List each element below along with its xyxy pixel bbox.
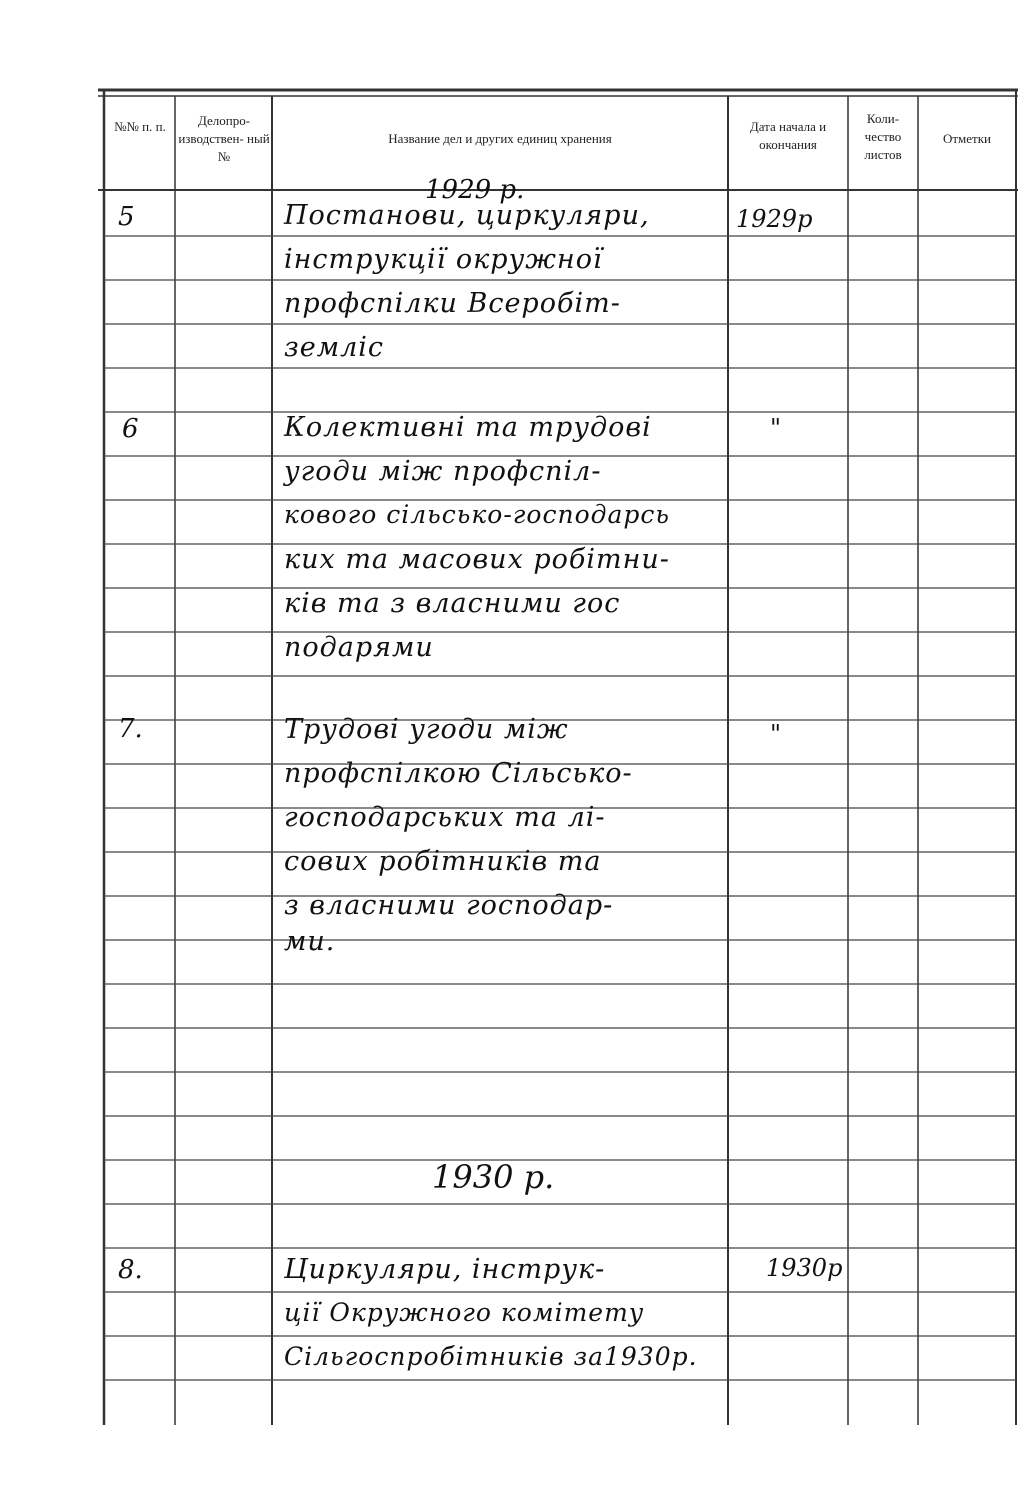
entry-title-line: Сільгоспробітників за1930р.	[284, 1342, 698, 1371]
entry-title-line: інструкції окружної	[284, 244, 603, 275]
entry-title-line: Постанови, циркуляри,	[284, 200, 650, 231]
entry-date: 1930р	[766, 1254, 843, 1282]
entry-number: 7.	[118, 714, 143, 744]
entry-title-line: профспілки Всеробіт-	[284, 288, 621, 319]
header-sheets: Коли- чество листов	[864, 111, 902, 162]
entry-number: 6	[122, 414, 139, 444]
header-notes: Отметки	[942, 131, 992, 146]
entry-title-line: Трудові угоди між	[284, 714, 569, 745]
header-office-number: Делопро- изводствен- ный №	[178, 113, 270, 164]
entry-date: "	[770, 720, 782, 748]
entry-title-line: з власними господар-	[284, 890, 614, 921]
header-number: №№ п. п.	[114, 119, 166, 134]
entry-title-line: Колективні та трудові	[284, 412, 652, 443]
entry-title-line: ких та масових робітни-	[284, 544, 670, 575]
entry-title-line: земліс	[284, 332, 385, 363]
entry-title-line: ми.	[284, 926, 336, 957]
entry-number: 5	[118, 202, 135, 232]
header-dates: Дата начала и окончания	[749, 119, 827, 152]
entry-title-line: ції Окружного комітету	[284, 1298, 645, 1327]
entry-number: 8.	[118, 1255, 143, 1285]
entry-title-line: сових робітників та	[284, 846, 602, 877]
year-heading: 1929 р.	[425, 175, 525, 205]
entry-date: 1929р	[736, 205, 813, 233]
entry-title-line: кового сільсько-господарсь	[284, 500, 670, 529]
entry-date: "	[770, 414, 782, 442]
entry-title-line: угоди між профспіл-	[284, 456, 602, 487]
entry-title-line: ків та з власними гос	[284, 588, 621, 619]
entry-title-line: Циркуляри, інструк-	[284, 1254, 606, 1285]
entry-title-line: господарських та лі-	[284, 802, 606, 833]
entry-title-line: подарями	[284, 632, 434, 663]
header-title: Название дел и других единиц хранения	[388, 131, 612, 146]
year-heading: 1930 р.	[432, 1158, 555, 1196]
entry-title-line: профспілкою Сільсько-	[284, 758, 633, 789]
